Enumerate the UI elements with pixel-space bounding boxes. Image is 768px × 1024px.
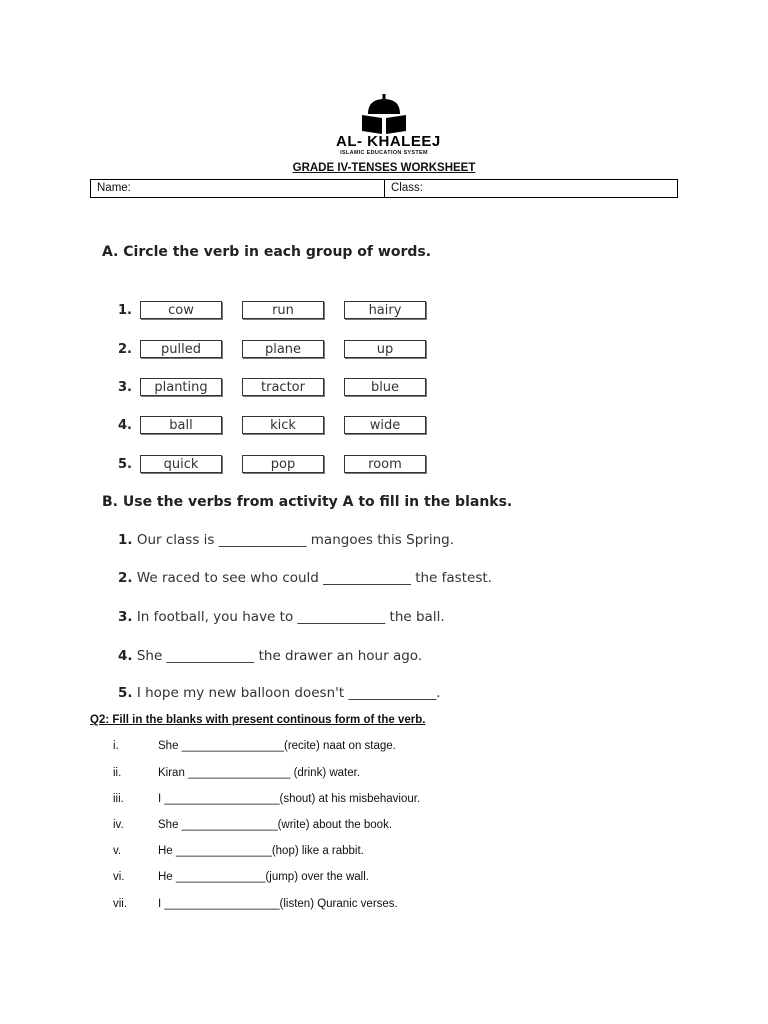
section-a-title: A. Circle the verb in each group of words. — [102, 244, 432, 260]
section-b-title: B. Use the verbs from activity A to fill in the blanks. — [102, 494, 513, 510]
item-text[interactable]: I __________________(shout) at his misbehaviour. — [158, 793, 421, 805]
sentence-text[interactable]: We raced to see who could _____________ the fastest. — [136, 570, 492, 586]
fill-blank-sentence — [118, 570, 492, 586]
name-field[interactable]: Name: — [91, 180, 385, 197]
word-box[interactable]: wide — [344, 416, 426, 434]
word-box[interactable]: cow — [140, 301, 222, 319]
word-box[interactable]: blue — [344, 378, 426, 396]
word-box[interactable]: hairy — [344, 301, 426, 319]
word-box[interactable]: up — [344, 340, 426, 358]
item-number: iii. — [113, 793, 124, 805]
sentence-text[interactable]: Our class is _____________ mangoes this Spring. — [136, 532, 454, 548]
word-box[interactable]: planting — [140, 378, 222, 396]
item-number: i. — [113, 740, 119, 752]
fill-blank-sentence — [118, 685, 440, 701]
sentence-number: 5. — [118, 685, 133, 701]
word-group-row — [118, 454, 446, 474]
student-info-table — [90, 179, 678, 198]
word-box[interactable]: pulled — [140, 340, 222, 358]
item-number: ii. — [113, 767, 122, 779]
word-box[interactable]: tractor — [242, 378, 324, 396]
item-number: v. — [113, 845, 122, 857]
sentence-text[interactable]: She _____________ the drawer an hour ago. — [136, 648, 423, 664]
word-box[interactable]: run — [242, 301, 324, 319]
word-box[interactable]: kick — [242, 416, 324, 434]
sentence-number: 4. — [118, 648, 133, 664]
item-number: iv. — [113, 819, 124, 831]
word-box[interactable]: ball — [140, 416, 222, 434]
q2-title: Q2: Fill in the blanks with present continous form of the verb. — [90, 714, 426, 726]
word-box[interactable]: room — [344, 455, 426, 473]
word-group-row — [118, 377, 446, 397]
logo-subtitle: ISLAMIC EDUCATION SYSTEM — [340, 150, 428, 156]
sentence-text[interactable]: I hope my new balloon doesn't _____________. — [136, 685, 441, 701]
word-box[interactable]: pop — [242, 455, 324, 473]
fill-blank-sentence — [118, 609, 445, 625]
item-number: vii. — [113, 898, 128, 910]
item-text[interactable]: She ________________(recite) naat on stage. — [158, 740, 396, 752]
row-number: 3. — [118, 379, 132, 395]
row-number: 2. — [118, 341, 132, 357]
book-dome-icon — [358, 94, 410, 134]
fill-blank-sentence — [118, 648, 422, 664]
word-group-row — [118, 339, 446, 359]
item-text[interactable]: I __________________(listen) Quranic verses. — [158, 898, 398, 910]
row-number: 5. — [118, 456, 132, 472]
item-number: vi. — [113, 871, 125, 883]
sentence-number: 1. — [118, 532, 133, 548]
fill-blank-sentence — [118, 532, 454, 548]
row-number: 4. — [118, 417, 132, 433]
sentence-number: 3. — [118, 609, 133, 625]
school-logo — [336, 94, 441, 156]
sentence-text[interactable]: In football, you have to _____________ the ball. — [136, 609, 445, 625]
word-box[interactable]: plane — [242, 340, 324, 358]
item-text[interactable]: Kiran ________________ (drink) water. — [158, 767, 361, 779]
sentence-number: 2. — [118, 570, 133, 586]
word-group-row — [118, 415, 446, 435]
item-text[interactable]: He ______________(jump) over the wall. — [158, 871, 369, 883]
worksheet-title: GRADE IV-TENSES WORKSHEET — [292, 162, 476, 174]
word-group-row — [118, 300, 446, 320]
word-box[interactable]: quick — [140, 455, 222, 473]
row-number: 1. — [118, 302, 132, 318]
logo-name: AL- KHALEEJ — [336, 133, 441, 150]
class-field[interactable]: Class: — [391, 182, 423, 194]
item-text[interactable]: She _______________(write) about the book. — [158, 819, 393, 831]
item-text[interactable]: He _______________(hop) like a rabbit. — [158, 845, 364, 857]
